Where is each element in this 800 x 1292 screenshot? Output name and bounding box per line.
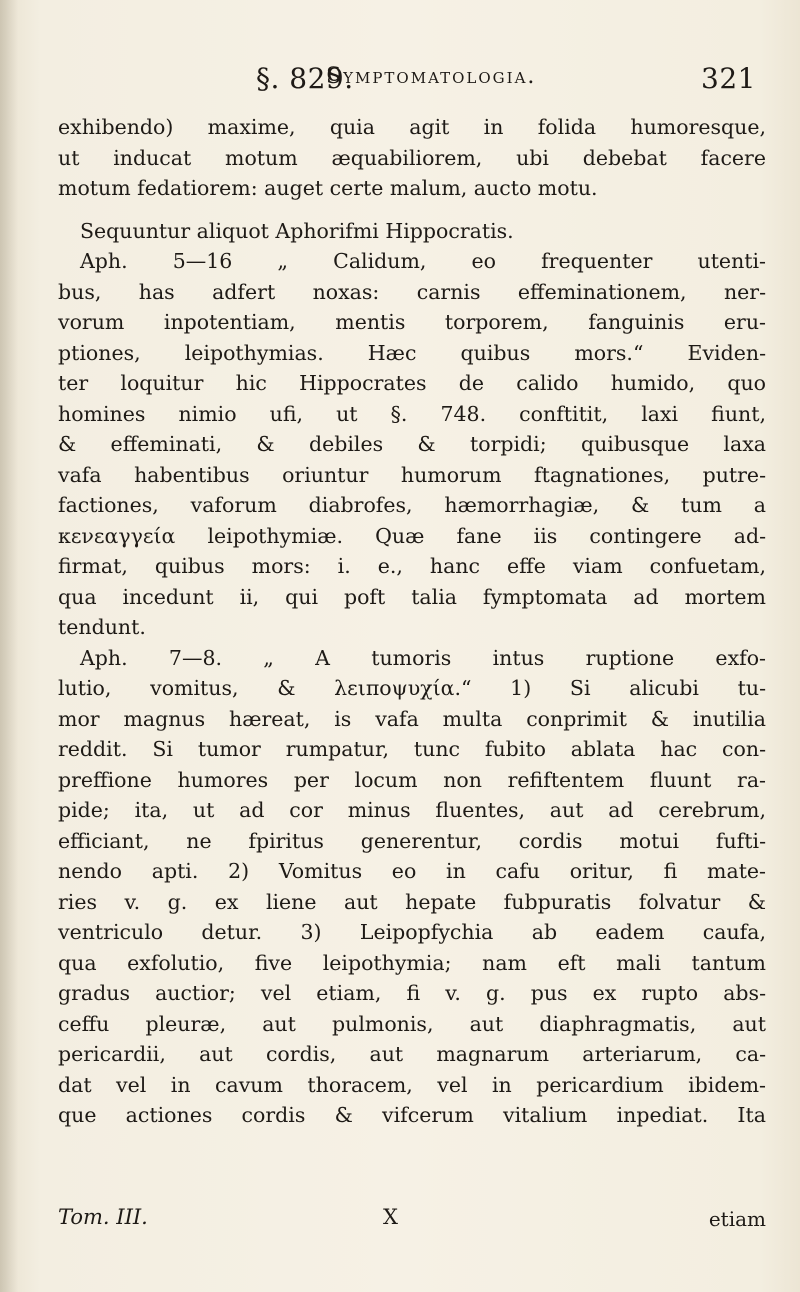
running-head (256, 62, 756, 102)
text-line: Aph. 7—8. „ A tumoris intus ruptione exfo- (80, 645, 766, 670)
text-line: nendo apti. 2) Vomitus eo in cafu oritur, fi mate- (58, 859, 766, 883)
text-line: pericardii, aut cordis, aut magnarum arteriarum, ca- (58, 1042, 766, 1066)
paragraph-1 (58, 112, 766, 204)
text-line: preffione humores per locum non refiftentem fluunt ra- (58, 767, 766, 792)
text-line: vorum inpotentiam, mentis torporem, fanguinis eru- (58, 310, 766, 334)
catchword: etiam (708, 1207, 766, 1231)
text-line: qua exfolutio, five leipothymia; nam eft mali tantum (58, 950, 766, 975)
text-line: efficiant, ne fpiritus generentur, cordis motui fufti- (58, 828, 766, 853)
text-line: tendunt. (58, 615, 146, 639)
section-number: §. 829. (256, 62, 354, 95)
text-line: ventriculo detur. 3) Leipopfychia ab eadem caufa, (58, 920, 766, 944)
text-line: ries v. g. ex liene aut hepate fubpuratis folvatur & (58, 889, 766, 914)
text-line: motum fedatiorem: auget certe malum, aucto motu. (58, 176, 598, 200)
text-line: ptiones, leipothymias. Hæc quibus mors.“ Eviden- (58, 340, 766, 365)
volume-mark: Tom. III. (58, 1205, 148, 1229)
text-line: vafa habentibus oriuntur humorum ftagnationes, putre- (58, 462, 766, 487)
text-line: Sequuntur aliquot Aphorifmi Hippocratis. (80, 218, 514, 243)
text-line: exhibendo) maxime, quia agit in folida humoresque, (58, 115, 766, 139)
text-line: que actiones cordis & vifcerum vitalium inpediat. Ita (58, 1103, 766, 1127)
text-line: lutio, vomitus, & λειποψυχία.“ 1) Si alicubi tu- (58, 676, 766, 700)
text-line: ceffu pleuræ, aut pulmonis, aut diaphragmatis, aut (58, 1011, 766, 1036)
gutter-shadow (0, 0, 18, 1292)
text-line: gradus auctior; vel etiam, fi v. g. pus ex rupto abs- (58, 981, 766, 1005)
signature-mark: X (383, 1205, 398, 1229)
text-line: ter loquitur hic Hippocrates de calido humido, quo (58, 371, 766, 395)
text-line: homines nimio ufi, ut §. 748. conftitit, laxi fiunt, (58, 401, 766, 426)
text-line: firmat, quibus mors: i. e., hanc effe viam confuetam, (58, 554, 766, 578)
text-line: Aph. 5—16 „ Calidum, eo frequenter utenti- (80, 249, 766, 273)
text-line: κενεαγγεία leipothymiæ. Quæ fane iis contingere ad- (58, 523, 766, 548)
text-line: bus, has adfert noxas: carnis effeminationem, ner- (58, 279, 766, 304)
text-line: qua incedunt ii, qui poft talia fymptomata ad mortem (58, 584, 766, 609)
text-line: mor magnus hæreat, is vafa multa conprimit & inutilia (58, 706, 766, 731)
paragraph-2 (58, 216, 766, 643)
text-line: dat vel in cavum thoracem, vel in pericardium ibidem- (58, 1072, 766, 1097)
paragraph-3 (58, 643, 766, 1131)
text-line: & effeminati, & debiles & torpidi; quibusque laxa (58, 432, 766, 456)
body-text (58, 112, 766, 1231)
text-line: factiones, vaforum diabrofes, hæmorrhagiæ, & tum a (58, 493, 766, 517)
text-line: pide; ita, ut ad cor minus fluentes, aut ad cerebrum, (58, 798, 766, 822)
text-line: reddit. Si tumor rumpatur, tunc fubito ablata hac con- (58, 737, 766, 761)
page-number: 321 (701, 62, 756, 95)
text-line: ut inducat motum æquabiliorem, ubi debebat facere (58, 145, 766, 170)
running-title: Symptomatologia. (326, 64, 537, 89)
